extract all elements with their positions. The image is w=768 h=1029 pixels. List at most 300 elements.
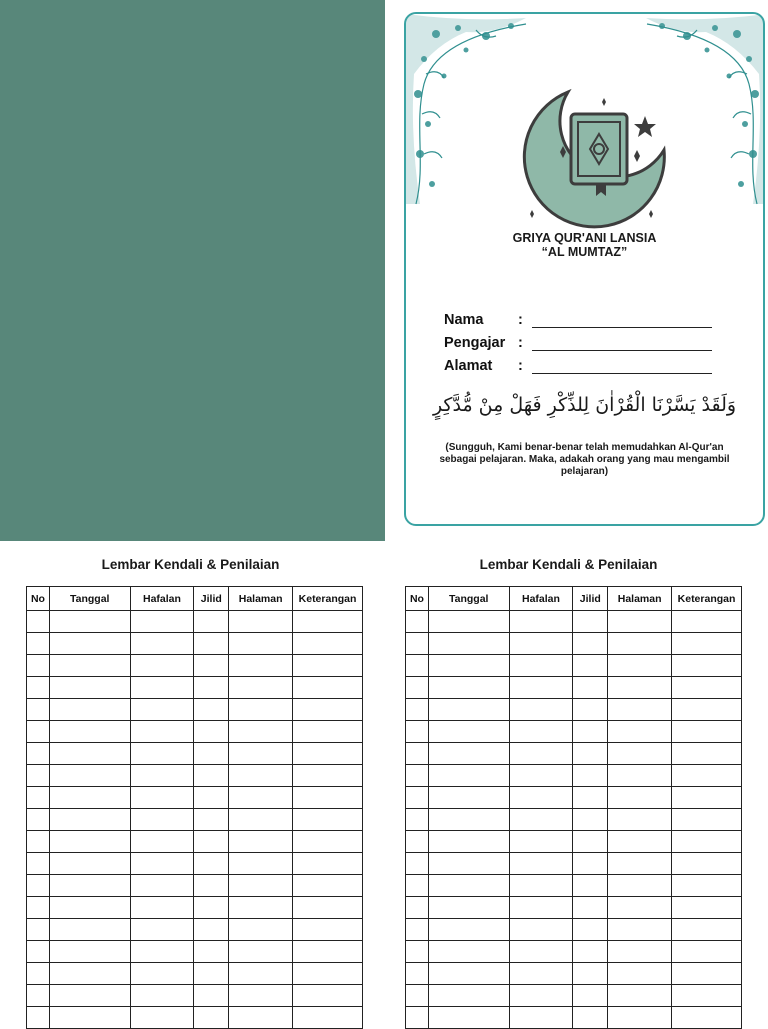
table-cell[interactable] [194,1007,229,1029]
table-cell[interactable] [428,655,509,677]
table-cell[interactable] [672,963,742,985]
table-cell[interactable] [194,787,229,809]
table-cell[interactable] [27,1007,50,1029]
table-row [27,743,363,765]
table-cell[interactable] [27,853,50,875]
table-row [406,655,742,677]
table-cell[interactable] [293,743,363,765]
table-cell[interactable] [27,765,50,787]
table-cell[interactable] [672,721,742,743]
table-cell[interactable] [194,677,229,699]
table-cell[interactable] [49,721,130,743]
table-cell[interactable] [608,875,672,897]
name-colon: : [518,312,523,328]
table-cell[interactable] [428,787,509,809]
table-cell[interactable] [573,699,608,721]
table-cell[interactable] [130,699,194,721]
table-cell[interactable] [672,655,742,677]
table-cell[interactable] [49,633,130,655]
table-cell[interactable] [130,831,194,853]
table-cell[interactable] [293,809,363,831]
table-row [406,765,742,787]
table-cell[interactable] [130,765,194,787]
table-cell[interactable] [49,743,130,765]
table-row [406,809,742,831]
table-cell[interactable] [608,677,672,699]
table-cell[interactable] [27,941,50,963]
table-row [406,611,742,633]
table-cell[interactable] [130,875,194,897]
table-cell[interactable] [49,985,130,1007]
table-row [27,897,363,919]
table-cell[interactable] [130,1007,194,1029]
table-cell[interactable] [130,655,194,677]
table-cell[interactable] [130,787,194,809]
table-cell[interactable] [293,699,363,721]
table-cell[interactable] [509,853,573,875]
table-cell[interactable] [49,875,130,897]
table-cell[interactable] [194,875,229,897]
col-jilid: Jilid [573,587,608,611]
table-cell[interactable] [406,743,429,765]
table-cell[interactable] [406,831,429,853]
table-cell[interactable] [608,699,672,721]
table-row [27,853,363,875]
table-cell[interactable] [573,633,608,655]
table-cell[interactable] [229,1007,293,1029]
table-cell[interactable] [194,831,229,853]
table-row [27,831,363,853]
table-cell[interactable] [27,809,50,831]
table-cell[interactable] [406,985,429,1007]
table-cell[interactable] [27,831,50,853]
table-row [27,655,363,677]
col-jilid: Jilid [194,587,229,611]
table-cell[interactable] [608,809,672,831]
table-cell[interactable] [130,919,194,941]
address-label: Alamat [444,358,493,374]
table-cell[interactable] [608,721,672,743]
table-cell[interactable] [509,765,573,787]
table-cell[interactable] [573,875,608,897]
table-cell[interactable] [573,655,608,677]
table-cell[interactable] [49,831,130,853]
teacher-label: Pengajar [444,335,506,351]
table-cell[interactable] [49,809,130,831]
table-row [27,1007,363,1029]
table-cell[interactable] [406,677,429,699]
table-row [27,633,363,655]
table-row [406,721,742,743]
table-cell[interactable] [49,787,130,809]
table-cell[interactable] [406,941,429,963]
table-row [27,919,363,941]
sheet-title: Lembar Kendali & Penilaian [479,557,658,572]
table-cell[interactable] [672,699,742,721]
table-cell[interactable] [573,787,608,809]
table-cell[interactable] [573,963,608,985]
table-cell[interactable] [573,919,608,941]
brand-line-2: “AL MUMTAZ” [541,245,628,259]
table-cell[interactable] [293,1007,363,1029]
table-cell[interactable] [573,743,608,765]
table-row [406,1007,742,1029]
table-cell[interactable] [49,897,130,919]
table-row [27,963,363,985]
table-cell[interactable] [27,721,50,743]
brand-line-1: GRIYA QUR'ANI LANSIA [512,231,657,245]
table-cell[interactable] [608,633,672,655]
table-cell[interactable] [509,721,573,743]
col-hafalan: Hafalan [509,587,573,611]
table-cell[interactable] [27,699,50,721]
table-cell[interactable] [608,963,672,985]
table-cell[interactable] [573,809,608,831]
table-cell[interactable] [229,897,293,919]
table-row [406,699,742,721]
table-cell[interactable] [672,919,742,941]
teacher-input-line[interactable] [532,336,712,351]
table-row [27,985,363,1007]
table-cell[interactable] [428,633,509,655]
col-halaman: Halaman [608,587,672,611]
table-cell[interactable] [672,611,742,633]
table-cell[interactable] [573,1007,608,1029]
table-cell[interactable] [293,919,363,941]
table-cell[interactable] [229,809,293,831]
table-cell[interactable] [130,633,194,655]
table-cell[interactable] [229,611,293,633]
front-cover [404,12,765,526]
table-row [27,787,363,809]
control-sheet-left [26,556,363,1029]
table-cell[interactable] [229,677,293,699]
control-sheet-right [405,556,742,1029]
table-cell[interactable] [672,897,742,919]
table-cell[interactable] [406,611,429,633]
table-cell[interactable] [406,633,429,655]
table-cell[interactable] [406,655,429,677]
table-cell[interactable] [27,963,50,985]
control-table [405,586,742,1029]
address-field[interactable] [444,358,712,374]
table-cell[interactable] [608,985,672,1007]
table-cell[interactable] [194,633,229,655]
table-cell[interactable] [27,875,50,897]
address-colon: : [518,358,523,374]
name-field[interactable] [444,312,712,328]
table-cell[interactable] [194,963,229,985]
table-cell[interactable] [229,919,293,941]
table-body [27,611,363,1029]
col-halaman: Halaman [229,587,293,611]
table-cell[interactable] [509,699,573,721]
table-cell[interactable] [293,831,363,853]
table-cell[interactable] [194,655,229,677]
table-cell[interactable] [573,897,608,919]
table-cell[interactable] [130,721,194,743]
table-cell[interactable] [406,919,429,941]
table-cell[interactable] [229,787,293,809]
table-cell[interactable] [509,941,573,963]
table-cell[interactable] [509,787,573,809]
table-cell[interactable] [293,633,363,655]
table-cell[interactable] [229,699,293,721]
table-row [27,875,363,897]
table-cell[interactable] [229,633,293,655]
table-cell[interactable] [49,1007,130,1029]
table-cell[interactable] [27,611,50,633]
table-row [406,677,742,699]
table-cell[interactable] [428,919,509,941]
table-cell[interactable] [672,743,742,765]
table-cell[interactable] [608,831,672,853]
table-cell[interactable] [27,919,50,941]
col-keterangan: Keterangan [672,587,742,611]
table-cell[interactable] [406,721,429,743]
table-header-row [406,587,742,611]
table-cell[interactable] [672,677,742,699]
table-cell[interactable] [428,611,509,633]
address-input-line[interactable] [532,359,712,374]
table-cell[interactable] [406,1007,429,1029]
table-cell[interactable] [293,787,363,809]
table-cell[interactable] [672,787,742,809]
table-cell[interactable] [194,765,229,787]
col-tanggal: Tanggal [428,587,509,611]
table-cell[interactable] [49,699,130,721]
table-cell[interactable] [672,633,742,655]
table-row [27,941,363,963]
table-cell[interactable] [428,699,509,721]
table-cell[interactable] [509,633,573,655]
table-cell[interactable] [194,985,229,1007]
table-cell[interactable] [428,1007,509,1029]
table-cell[interactable] [428,985,509,1007]
table-cell[interactable] [573,985,608,1007]
table-cell[interactable] [229,853,293,875]
table-cell[interactable] [608,941,672,963]
table-cell[interactable] [573,611,608,633]
table-cell[interactable] [49,765,130,787]
table-row [406,897,742,919]
table-cell[interactable] [49,941,130,963]
table-cell[interactable] [428,743,509,765]
table-cell[interactable] [27,787,50,809]
table-cell[interactable] [608,919,672,941]
table-cell[interactable] [608,853,672,875]
table-cell[interactable] [293,875,363,897]
table-cell[interactable] [573,831,608,853]
teacher-field[interactable] [444,335,712,351]
table-cell[interactable] [49,677,130,699]
table-cell[interactable] [293,677,363,699]
col-hafalan: Hafalan [130,587,194,611]
table-cell[interactable] [293,611,363,633]
brand-title [406,231,763,259]
table-cell[interactable] [509,875,573,897]
table-cell[interactable] [428,677,509,699]
table-cell[interactable] [428,853,509,875]
table-cell[interactable] [49,963,130,985]
table-row [406,743,742,765]
table-cell[interactable] [194,919,229,941]
table-cell[interactable] [229,655,293,677]
table-cell[interactable] [428,721,509,743]
table-cell[interactable] [406,765,429,787]
table-cell[interactable] [672,853,742,875]
table-cell[interactable] [130,677,194,699]
table-cell[interactable] [194,699,229,721]
green-back-cover [0,0,385,541]
table-cell[interactable] [229,721,293,743]
table-cell[interactable] [428,765,509,787]
table-cell[interactable] [229,765,293,787]
col-keterangan: Keterangan [293,587,363,611]
table-cell[interactable] [130,809,194,831]
table-row [406,963,742,985]
table-cell[interactable] [293,655,363,677]
table-cell[interactable] [608,611,672,633]
table-body [406,611,742,1029]
table-cell[interactable] [608,787,672,809]
table-row [27,765,363,787]
table-cell[interactable] [672,1007,742,1029]
table-cell[interactable] [130,743,194,765]
table-cell[interactable] [406,963,429,985]
table-cell[interactable] [428,831,509,853]
table-cell[interactable] [509,963,573,985]
table-cell[interactable] [509,919,573,941]
table-cell[interactable] [406,787,429,809]
table-cell[interactable] [27,677,50,699]
table-cell[interactable] [130,611,194,633]
table-cell[interactable] [573,721,608,743]
table-cell[interactable] [573,765,608,787]
col-no: No [406,587,429,611]
table-cell[interactable] [27,655,50,677]
table-cell[interactable] [428,809,509,831]
table-cell[interactable] [27,743,50,765]
table-cell[interactable] [229,875,293,897]
table-cell[interactable] [573,853,608,875]
table-cell[interactable] [229,831,293,853]
table-cell[interactable] [130,853,194,875]
table-cell[interactable] [229,743,293,765]
table-cell[interactable] [509,677,573,699]
table-cell[interactable] [406,897,429,919]
table-cell[interactable] [672,765,742,787]
table-cell[interactable] [194,809,229,831]
table-cell[interactable] [573,941,608,963]
table-cell[interactable] [509,655,573,677]
table-cell[interactable] [406,853,429,875]
table-cell[interactable] [608,655,672,677]
table-cell[interactable] [130,897,194,919]
verse-translation: (Sungguh, Kami benar-benar telah memudahkan Al-Qur'an sebagai pelajaran. Maka, adakah orang yang mau mengambil pelajaran) [439,442,730,477]
teacher-colon: : [518,335,523,351]
table-cell[interactable] [130,941,194,963]
table-cell[interactable] [406,699,429,721]
table-row [27,611,363,633]
table-header-row [27,587,363,611]
table-cell[interactable] [49,611,130,633]
table-cell[interactable] [229,941,293,963]
table-cell[interactable] [293,897,363,919]
table-row [406,853,742,875]
table-cell[interactable] [293,765,363,787]
table-cell[interactable] [509,897,573,919]
table-cell[interactable] [608,1007,672,1029]
quran-verse: وَلَقَدْ يَسَّرْنَا الْقُرْاٰنَ لِلذِّكْرِ فَهَلْ مِنْ مُّدَّكِرٍ [432,394,737,416]
table-cell[interactable] [509,743,573,765]
table-cell[interactable] [194,941,229,963]
table-cell[interactable] [229,985,293,1007]
table-cell[interactable] [428,963,509,985]
table-cell[interactable] [194,853,229,875]
table-cell[interactable] [672,831,742,853]
table-cell[interactable] [194,611,229,633]
table-cell[interactable] [608,897,672,919]
table-cell[interactable] [130,985,194,1007]
table-cell[interactable] [293,853,363,875]
table-cell[interactable] [672,985,742,1007]
table-cell[interactable] [672,809,742,831]
table-cell[interactable] [49,853,130,875]
table-cell[interactable] [428,897,509,919]
table-row [406,919,742,941]
name-input-line[interactable] [532,313,712,328]
table-cell[interactable] [194,743,229,765]
table-cell[interactable] [293,985,363,1007]
sheet-title: Lembar Kendali & Penilaian [101,557,280,572]
table-cell[interactable] [406,809,429,831]
table-cell[interactable] [428,875,509,897]
table-cell[interactable] [672,941,742,963]
table-cell[interactable] [49,655,130,677]
table-cell[interactable] [509,1007,573,1029]
table-cell[interactable] [194,897,229,919]
table-cell[interactable] [672,875,742,897]
table-cell[interactable] [573,677,608,699]
table-cell[interactable] [27,633,50,655]
table-cell[interactable] [229,963,293,985]
table-row [27,677,363,699]
table-cell[interactable] [509,985,573,1007]
table-cell[interactable] [194,721,229,743]
col-tanggal: Tanggal [49,587,130,611]
table-cell[interactable] [293,721,363,743]
table-cell[interactable] [27,897,50,919]
table-cell[interactable] [49,919,130,941]
table-row [27,721,363,743]
table-row [406,875,742,897]
table-cell[interactable] [27,985,50,1007]
table-cell[interactable] [608,765,672,787]
table-cell[interactable] [509,611,573,633]
table-cell[interactable] [608,743,672,765]
table-cell[interactable] [509,809,573,831]
table-cell[interactable] [293,963,363,985]
table-row [27,809,363,831]
table-cell[interactable] [428,941,509,963]
col-no: No [27,587,50,611]
table-cell[interactable] [130,963,194,985]
table-cell[interactable] [293,941,363,963]
table-cell[interactable] [406,875,429,897]
table-row [406,941,742,963]
table-cell[interactable] [509,831,573,853]
